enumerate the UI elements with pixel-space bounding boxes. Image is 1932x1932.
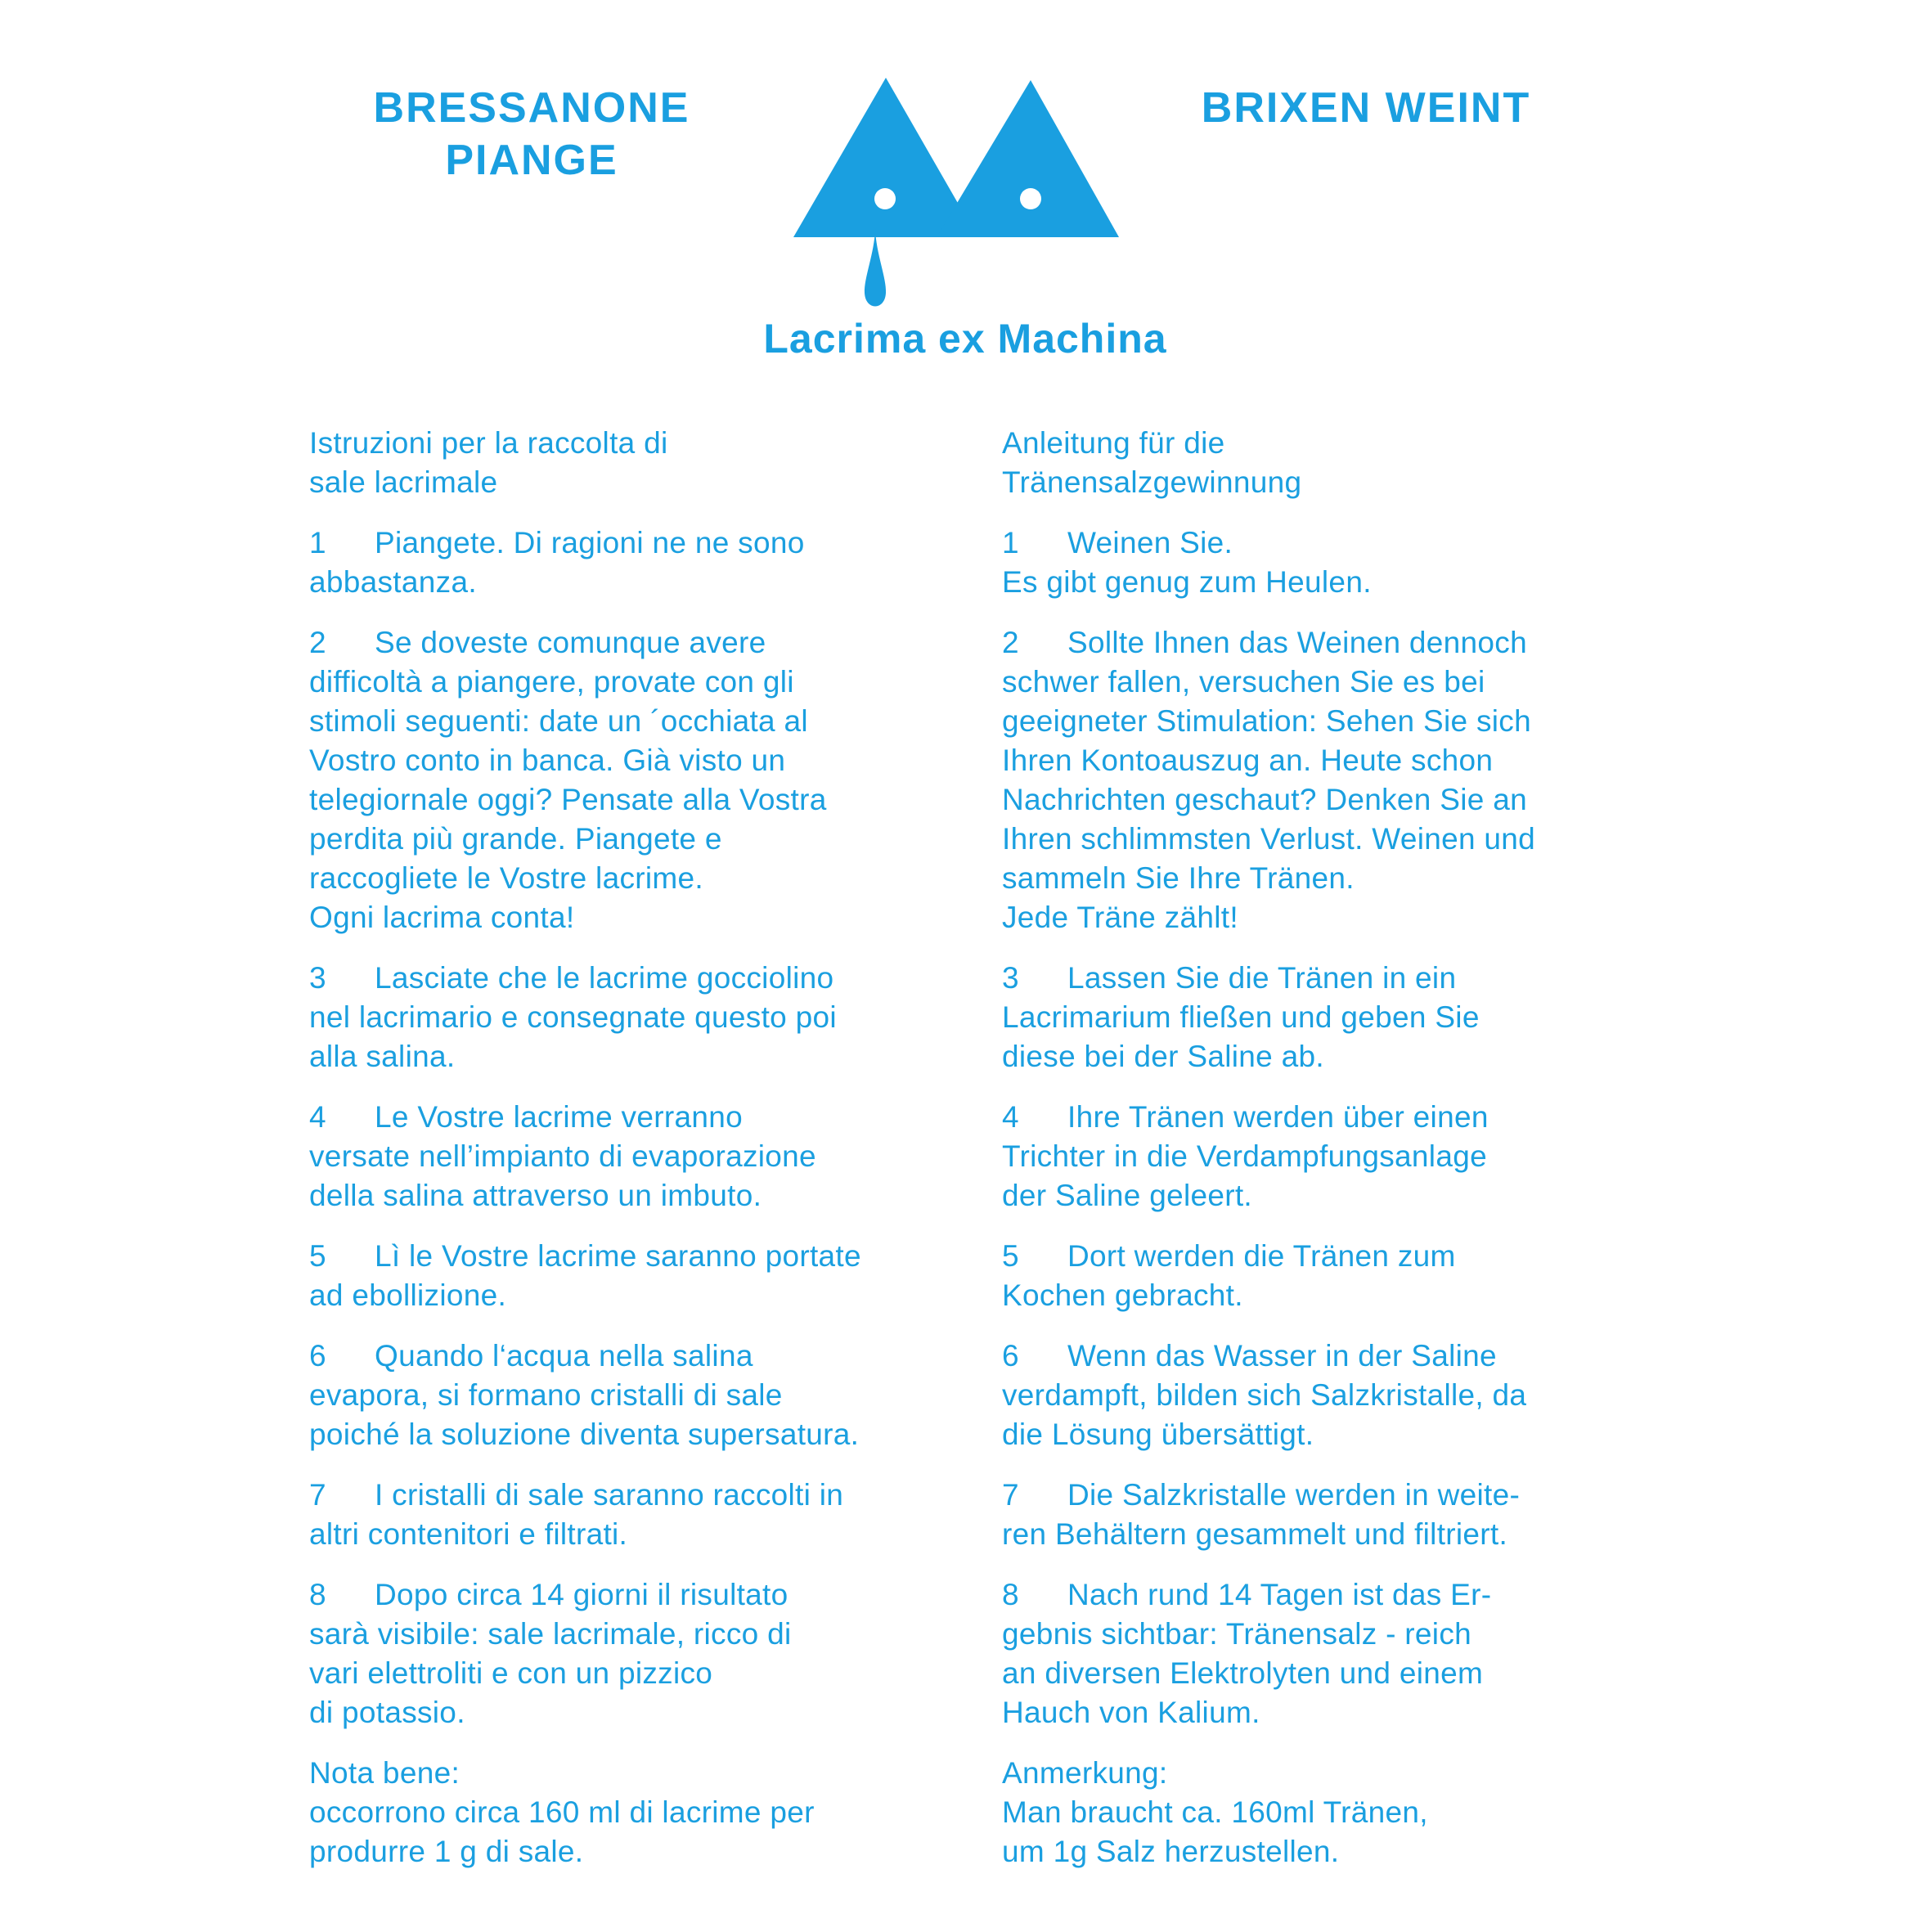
german-step-7 [1002, 1476, 1648, 1554]
german-step-5 [1002, 1237, 1648, 1315]
right-eye [1020, 188, 1041, 209]
step-number: 2 [1002, 626, 1019, 659]
german-heading [1002, 424, 1648, 502]
german-note-line1: Man braucht ca. 160ml Tränen, [1002, 1795, 1428, 1829]
step-text: Sollte Ihnen das Weinen dennoch schwer fallen, versuchen Sie es bei geeigneter Stimulation: Sehen Sie sich Ihren Kontoauszug an. Heute schon Nachrichten geschaut? Denken Sie an Ihren schlimmsten Verlust. Weinen und sammeln Sie Ihre Tränen. Jede Träne zählt! [1002, 626, 1536, 934]
german-heading-line1: Anleitung für die [1002, 426, 1225, 460]
german-step-8 [1002, 1575, 1648, 1732]
subtitle: Lacrima ex Machina [763, 316, 1167, 362]
italian-step-3 [309, 959, 955, 1076]
step-text: Lì le Vostre lacrime saranno portate ad ebollizione. [309, 1239, 861, 1312]
italian-step-2 [309, 623, 955, 937]
step-text: Dort werden die Tränen zum Kochen gebracht. [1002, 1239, 1456, 1312]
step-text: Weinen Sie. Es gibt genug zum Heulen. [1002, 526, 1372, 599]
step-number: 7 [1002, 1478, 1019, 1512]
italian-note-title: Nota bene: [309, 1756, 461, 1790]
german-note-line2: um 1g Salz herzustellen. [1002, 1835, 1340, 1868]
step-number: 4 [309, 1100, 326, 1134]
right-mountain [937, 80, 1119, 237]
step-text: Ihre Tränen werden über einen Trichter in die Verdampfungsanlage der Saline geleert. [1002, 1100, 1489, 1212]
left-eye [874, 188, 896, 209]
step-number: 2 [309, 626, 326, 659]
step-text: Lasciate che le lacrime gocciolino nel lacrimario e consegnate questo poi alla salina. [309, 961, 837, 1073]
title-italian-line2: PIANGE [445, 137, 618, 184]
step-text: Nach rund 14 Tagen ist das Er- gebnis sichtbar: Tränensalz - reich an diversen Elektrolyten und einem Hauch von Kalium. [1002, 1578, 1492, 1729]
italian-note-line2: produrre 1 g di sale. [309, 1835, 584, 1868]
step-text: Le Vostre lacrime verranno versate nell’impianto di evaporazione della salina attraverso un imbuto. [309, 1100, 816, 1212]
german-note [1002, 1754, 1648, 1871]
tear-drop [865, 229, 886, 307]
step-text: Piangete. Di ragioni ne ne sono abbastanza. [309, 526, 805, 599]
step-text: Wenn das Wasser in der Saline verdampft, bilden sich Salzkristalle, da die Lösung übersättigt. [1002, 1339, 1527, 1451]
italian-step-5 [309, 1237, 955, 1315]
step-text: Se doveste comunque avere difficoltà a piangere, provate con gli stimoli seguenti: date un ´occhiata al Vostro conto in banca. Già visto un telegiornale oggi? Pensate alla Vostra perdita più grande. Piangete e raccogliete le Vostre lacrime. Ogni lacrima conta! [309, 626, 827, 934]
step-number: 1 [1002, 526, 1019, 559]
italian-column [309, 424, 955, 1871]
italian-step-8 [309, 1575, 955, 1732]
german-column [1002, 424, 1648, 1871]
step-text: Die Salzkristalle werden in weite- ren Behältern gesammelt und filtriert. [1002, 1478, 1521, 1551]
italian-heading-line1: Istruzioni per la raccolta di [309, 426, 668, 460]
crying-mountains-icon [793, 78, 1121, 315]
title-italian-line1: BRESSANONE [373, 84, 690, 132]
italian-step-7 [309, 1476, 955, 1554]
step-text: I cristalli di sale saranno raccolti in altri contenitori e filtrati. [309, 1478, 844, 1551]
step-text: Lassen Sie die Tränen in ein Lacrimarium fließen und geben Sie diese bei der Saline ab. [1002, 961, 1480, 1073]
step-number: 3 [1002, 961, 1019, 995]
german-heading-line2: Tränensalzgewinnung [1002, 465, 1302, 499]
step-number: 8 [1002, 1578, 1019, 1611]
german-step-4 [1002, 1098, 1648, 1215]
italian-step-6 [309, 1337, 955, 1454]
left-mountain [793, 78, 977, 237]
italian-step-4 [309, 1098, 955, 1215]
german-step-6 [1002, 1337, 1648, 1454]
step-number: 6 [1002, 1339, 1019, 1373]
title-italian [352, 82, 712, 186]
italian-heading [309, 424, 955, 502]
step-number: 8 [309, 1578, 326, 1611]
italian-note [309, 1754, 955, 1871]
german-step-1 [1002, 523, 1648, 602]
step-number: 5 [309, 1239, 326, 1273]
german-step-2 [1002, 623, 1648, 937]
italian-step-1 [309, 523, 955, 602]
title-german: BRIXEN WEINT [1201, 84, 1531, 132]
step-number: 3 [309, 961, 326, 995]
german-step-3 [1002, 959, 1648, 1076]
italian-heading-line2: sale lacrimale [309, 465, 498, 499]
step-number: 7 [309, 1478, 326, 1512]
step-number: 1 [309, 526, 326, 559]
step-number: 4 [1002, 1100, 1019, 1134]
italian-note-line1: occorrono circa 160 ml di lacrime per [309, 1795, 815, 1829]
step-number: 6 [309, 1339, 326, 1373]
german-note-title: Anmerkung: [1002, 1756, 1168, 1790]
step-text: Dopo circa 14 giorni il risultato sarà visibile: sale lacrimale, ricco di vari elettroliti e con un pizzico di potassio. [309, 1578, 792, 1729]
step-number: 5 [1002, 1239, 1019, 1273]
step-text: Quando l‘acqua nella salina evapora, si formano cristalli di sale poiché la soluzione diventa supersatura. [309, 1339, 860, 1451]
